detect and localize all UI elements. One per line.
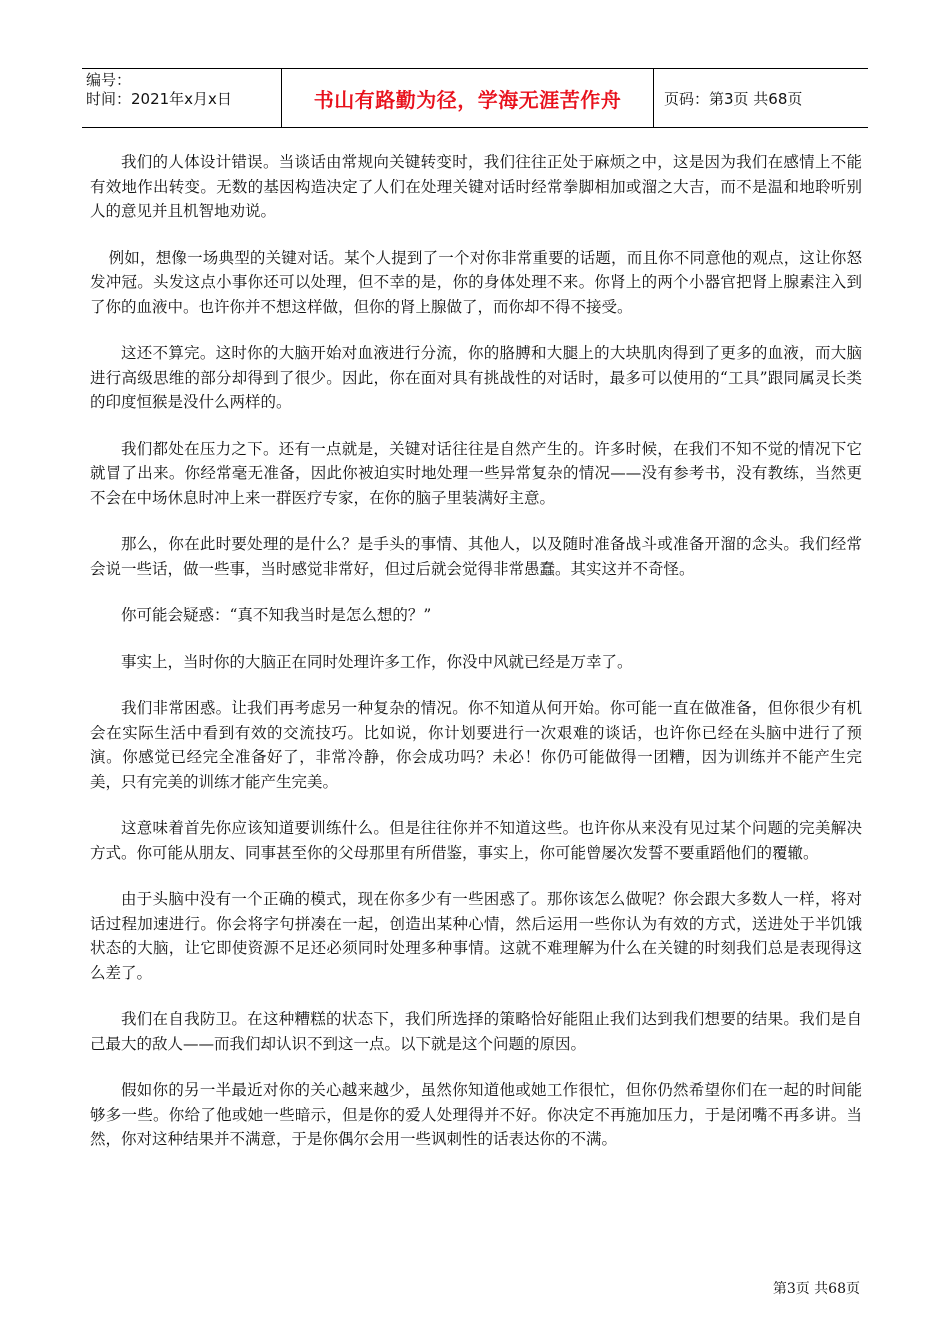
document-date: 时间：2021年x月x日 [86, 90, 232, 108]
paragraph: 事实上，当时你的大脑正在同时处理许多工作，你没中风就已经是万幸了。 [121, 652, 633, 671]
paragraph: 例如，想像一场典型的关键对话。某个人提到了一个对你非常重要的话题，而且你不同意他的观点，这让你怒发冲冠。头发这点小事你还可以处理，但不幸的是，你的身体处理不来。你肾上的两个小器官把肾上腺素注入到了你的血液中。也许你并不想这样做，但你的肾上腺做了，而你却不得不接受。 [90, 248, 862, 316]
paragraph: 由于头脑中没有一个正确的模式，现在你多少有一些困惑了。那你该怎么做呢？你会跟大多数人一样，将对话过程加速进行。你会将字句拼凑在一起，创造出某种心情，然后运用一些你认为有效的方式，送进处于半饥饿状态的大脑，让它即使资源不足还必须同时处理多种事情。这就不难理解为什么在关键的时刻我们总是表现得这么差了。 [90, 890, 862, 982]
document-number-label: 编号： [86, 71, 132, 89]
header-page-number: 页码：第3页 共68页 [664, 89, 803, 108]
header-motto: 书山有路勤为径，学海无涯苦作舟 [282, 69, 654, 127]
paragraph: 那么，你在此时要处理的是什么？是手头的事情、其他人，以及随时准备战斗或准备开溜的念头。我们经常会说一些话，做一些事，当时感觉非常好，但过后就会觉得非常愚蠢。其实这并不奇怪。 [90, 535, 862, 578]
paragraph: 你可能会疑惑：“真不知我当时是怎么想的？” [121, 606, 432, 624]
paragraph: 我们非常困惑。让我们再考虑另一种复杂的情况。你不知道从何开始。你可能一直在做准备，但你很少有机会在实际生活中看到有效的交流技巧。比如说，你计划要进行一次艰难的谈话，也许你已经在头脑中进行了预演。你感觉已经完全准备好了，非常冷静，你会成功吗？未必！你仍可能做得一团糟，因为训练并不能产生完美，只有完美的训练才能产生完美。 [90, 699, 862, 791]
paragraph: 我们在自我防卫。在这种糟糕的状态下，我们所选择的策略恰好能阻止我们达到我们想要的结果。我们是自己最大的敌人——而我们却认识不到这一点。以下就是这个问题的原因。 [90, 1010, 862, 1053]
page-header [82, 68, 868, 128]
document-body [90, 150, 862, 1174]
paragraph: 我们的人体设计错误。当谈话由常规向关键转变时，我们往往正处于麻烦之中，这是因为我们在感情上不能有效地作出转变。无数的基因构造决定了人们在处理关键对话时经常拳脚相加或溜之大吉，而不是温和地聆听别人的意见并且机智地劝说。 [90, 153, 862, 220]
page-footer: 第3页 共68页 [772, 1281, 860, 1297]
paragraph: 这还不算完。这时你的大脑开始对血液进行分流，你的胳膊和大腿上的大块肌肉得到了更多的血液，而大脑进行高级思维的部分却得到了很少。因此，你在面对具有挑战性的对话时，最多可以使用的“工具”跟同属灵长类的印度恒猴是没什么两样的。 [90, 344, 862, 411]
header-meta [82, 69, 282, 127]
paragraph: 假如你的另一半最近对你的关心越来越少，虽然你知道他或她工作很忙，但你仍然希望你们在一起的时间能够多一些。你给了他或她一些暗示，但是你的爱人处理得并不好。你决定不再施加压力，于是闭嘴不再多讲。当然，你对这种结果并不满意，于是你偶尔会用一些讽刺性的话表达你的不满。 [90, 1081, 862, 1148]
paragraph: 我们都处在压力之下。还有一点就是，关键对话往往是自然产生的。许多时候，在我们不知不觉的情况下它就冒了出来。你经常毫无准备，因此你被迫实时地处理一些异常复杂的情况——没有参考书，没有教练，当然更不会在中场休息时冲上来一群医疗专家，在你的脑子里装满好主意。 [90, 439, 862, 507]
paragraph: 这意味着首先你应该知道要训练什么。但是往往你并不知道这些。也许你从来没有见过某个问题的完美解决方式。你可能从朋友、同事甚至你的父母那里有所借鉴，事实上，你可能曾屡次发誓不要重蹈他们的覆辙。 [90, 819, 862, 862]
